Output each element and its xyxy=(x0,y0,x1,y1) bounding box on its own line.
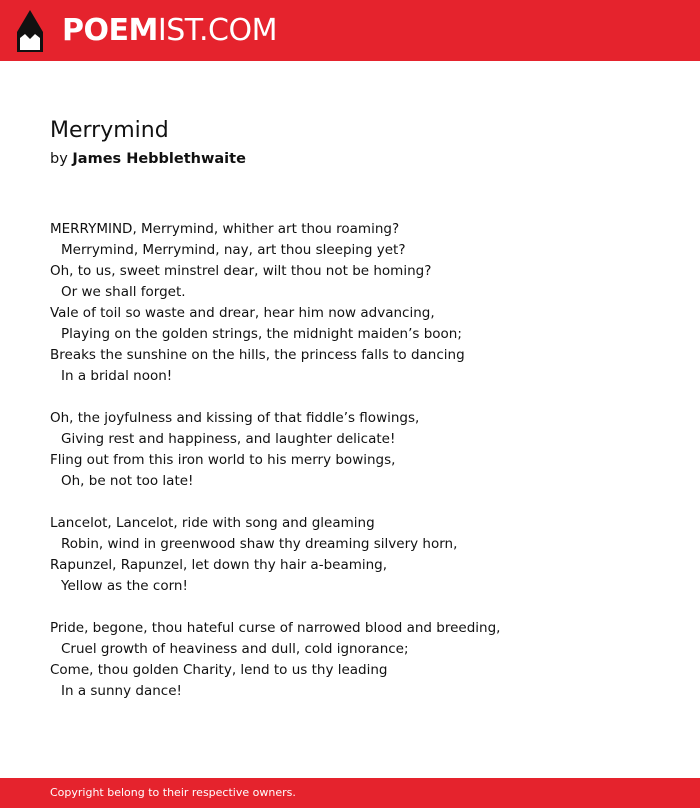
logo-wordmark-light: IST.COM xyxy=(157,13,277,48)
poem-line: Come, thou golden Charity, lend to us thy leading xyxy=(50,662,388,678)
poem-line: Lancelot, Lancelot, ride with song and gleaming xyxy=(50,515,375,531)
poem-line: Pride, begone, thou hateful curse of narrowed blood and breeding, xyxy=(50,620,501,636)
poem-line: Merrymind, Merrymind, nay, art thou sleeping yet? xyxy=(61,242,406,258)
poem-line: Vale of toil so waste and drear, hear him now advancing, xyxy=(50,305,435,321)
site-logo-link[interactable] xyxy=(62,12,277,50)
site-header xyxy=(0,0,700,61)
poem-line: Yellow as the corn! xyxy=(61,578,188,594)
by-label: by xyxy=(50,151,68,167)
site-footer xyxy=(0,778,700,808)
poem-line: Rapunzel, Rapunzel, let down thy hair a-beaming, xyxy=(50,557,388,573)
byline xyxy=(50,149,246,169)
poem-stanza xyxy=(50,408,650,492)
poem-stanza xyxy=(50,219,650,387)
copyright-text: Copyright belong to their respective owners. xyxy=(50,786,296,799)
poem-line: Or we shall forget. xyxy=(61,284,186,300)
poem-line: Breaks the sunshine on the hills, the princess falls to dancing xyxy=(50,347,465,363)
poem-line: Oh, be not too late! xyxy=(61,473,194,489)
poem-line: Playing on the golden strings, the midnight maiden’s boon; xyxy=(61,326,462,342)
poem-line: Oh, the joyfulness and kissing of that fiddle’s flowings, xyxy=(50,410,420,426)
poem-line: Cruel growth of heaviness and dull, cold ignorance; xyxy=(61,641,409,657)
poem-line: Oh, to us, sweet minstrel dear, wilt thou not be homing? xyxy=(50,263,432,279)
poem-stanza xyxy=(50,618,650,702)
poem-title: Merrymind xyxy=(50,118,169,143)
poem-line: Giving rest and happiness, and laughter delicate! xyxy=(61,431,396,447)
poem-line: Fling out from this iron world to his merry bowings, xyxy=(50,452,396,468)
poem-line: In a sunny dance! xyxy=(61,683,182,699)
poem-stanza xyxy=(50,513,650,597)
poem-body xyxy=(50,219,650,723)
pencil-icon xyxy=(17,10,43,52)
poem-line: Robin, wind in greenwood shaw thy dreaming silvery horn, xyxy=(61,536,458,552)
poem-line: MERRYMIND, Merrymind, whither art thou roaming? xyxy=(50,221,400,237)
logo-wordmark-bold: POEM xyxy=(62,13,158,48)
author-name: James Hebblethwaite xyxy=(72,151,246,167)
poem-line: In a bridal noon! xyxy=(61,368,173,384)
